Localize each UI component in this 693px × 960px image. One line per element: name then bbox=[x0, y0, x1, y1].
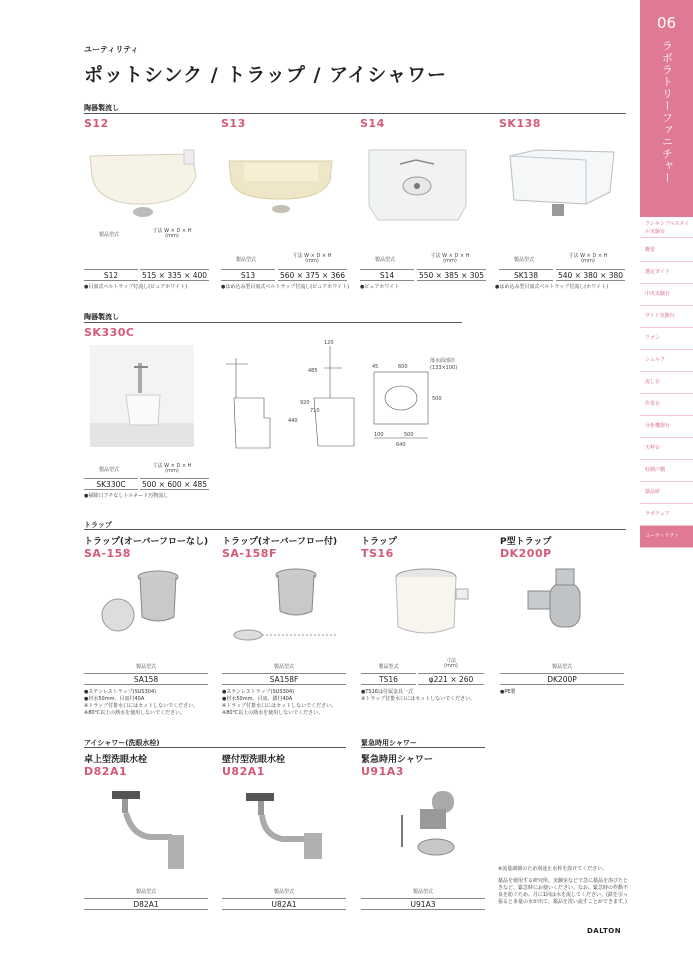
sidebar-item-utility[interactable]: ユーティリティ bbox=[640, 526, 693, 548]
sidebar-item-wagon[interactable]: ワゴン bbox=[640, 328, 693, 350]
model-cell: SA158F bbox=[222, 673, 346, 685]
dim-500-bottom: 500 bbox=[404, 432, 414, 438]
sidebar bbox=[640, 0, 693, 960]
section-divider bbox=[84, 322, 462, 323]
chapter-number: 06 bbox=[656, 14, 677, 32]
model-cell: S12 bbox=[84, 269, 138, 281]
faucet-d82a1-image bbox=[102, 785, 202, 880]
dim-header: 寸法 W × D × H bbox=[292, 253, 332, 259]
product-code: SK330C bbox=[84, 326, 135, 339]
model-header: 製品型式 bbox=[513, 257, 534, 263]
product-name: P型トラップ bbox=[500, 537, 552, 547]
chapter-band bbox=[640, 0, 693, 217]
model-cell: SK138 bbox=[499, 269, 553, 281]
product-name: トラップ(オーバーフローなし) bbox=[84, 537, 209, 547]
product-name: 緊急時用シャワー bbox=[361, 755, 433, 765]
sidebar-item-cabinet[interactable]: 収納戸棚 bbox=[640, 460, 693, 482]
section-label-emergency: 緊急時用シャワー bbox=[361, 739, 417, 747]
section-divider bbox=[361, 747, 485, 748]
product-code: U82A1 bbox=[222, 765, 265, 778]
model-header: 製品型式 bbox=[551, 664, 572, 670]
trap-ts16-image bbox=[380, 563, 472, 643]
model-cell: S13 bbox=[221, 269, 275, 281]
product-notes: ●TS16は付属金具一式 ※トラップ付排水口にはセットしないでください。 bbox=[361, 689, 476, 702]
sidebar-item-center-bench[interactable]: 中央実験台 bbox=[640, 284, 693, 306]
dim-640: 640 bbox=[396, 442, 406, 448]
dim-500-side: 500 bbox=[432, 396, 442, 402]
dims-cell: 515 × 335 × 400 bbox=[141, 271, 208, 280]
dim-600: 600 bbox=[398, 364, 408, 370]
shower-u91a3-image bbox=[392, 785, 472, 865]
chapter-title: ラボラトリーファニチャー bbox=[660, 40, 674, 184]
dim-unit: (mm) bbox=[444, 663, 458, 669]
product-note: ●はめ込み型目皿式ベルトラップ付流し(ピュアホワイト) bbox=[221, 284, 350, 290]
dim-header: 寸法 bbox=[445, 658, 456, 664]
product-code: DK200P bbox=[500, 547, 552, 560]
sk330c-photo bbox=[90, 345, 194, 447]
model-cell: SK330C bbox=[84, 478, 138, 490]
product-notes: ●ステンレストラップ(SUS304) ●材水50mm、目皿付40A ※トラップ付排水口にはセットしないでください。 ※80℃以上の熱水を使用しないでください。 bbox=[84, 689, 199, 716]
sink-s13-image bbox=[226, 153, 336, 223]
model-header: 製品型式 bbox=[98, 232, 119, 238]
dim-120: 120 bbox=[324, 340, 334, 346]
dims-cell: 540 × 380 × 380 bbox=[557, 271, 624, 280]
page-title: ポットシンク / トラップ / アイシャワー bbox=[84, 64, 448, 86]
dim-unit: (mm) bbox=[165, 468, 179, 474]
dim-920: 920 bbox=[300, 400, 310, 406]
section-divider bbox=[84, 747, 346, 748]
sidebar-item-balance[interactable]: 天秤台 bbox=[640, 438, 693, 460]
model-cell: TS16 bbox=[361, 673, 416, 685]
sidebar-item-chair[interactable]: ラボチェア bbox=[640, 504, 693, 526]
sidebar-item-sink[interactable]: 流し台 bbox=[640, 372, 693, 394]
dims-cell: 560 × 375 × 366 bbox=[279, 271, 346, 280]
sidebar-item-chemical[interactable]: 薬品庫 bbox=[640, 482, 693, 504]
model-header: 製品型式 bbox=[135, 664, 156, 670]
section-label-ceramic-2: 陶器製流し bbox=[84, 313, 119, 321]
dims-cell: 550 × 385 × 305 bbox=[418, 271, 485, 280]
sink-s12-image bbox=[88, 146, 198, 221]
sidebar-item-guide[interactable]: 選定ガイド bbox=[640, 262, 693, 284]
model-header: 製品型式 bbox=[235, 257, 256, 263]
dim-710: 710 bbox=[310, 408, 320, 414]
model-header: 製品型式 bbox=[378, 664, 399, 670]
section-label-trap: トラップ bbox=[84, 521, 112, 529]
model-cell: D82A1 bbox=[84, 898, 208, 910]
product-note: ●ピュアホワイト bbox=[360, 284, 400, 290]
section-divider bbox=[84, 113, 626, 114]
model-cell: SA158 bbox=[84, 673, 208, 685]
product-code: S12 bbox=[84, 117, 109, 130]
sidebar-item-shelf[interactable]: シェルフ bbox=[640, 350, 693, 372]
dim-header: 寸法 W × D × H bbox=[568, 253, 608, 259]
dim-unit: (mm) bbox=[443, 258, 457, 264]
model-header: 製品型式 bbox=[374, 257, 395, 263]
sidebar-item-analyzer[interactable]: 分析機器台 bbox=[640, 416, 693, 438]
faucet-u82a1-image bbox=[236, 785, 336, 880]
model-cell: U91A3 bbox=[361, 898, 485, 910]
model-header: 製品型式 bbox=[98, 467, 119, 473]
sidebar-item-flexible[interactable]: フレキシブルスタイル実験台 bbox=[640, 218, 693, 238]
sk330c-technical-drawing bbox=[214, 338, 458, 456]
section-label-eyeshower: アイシャワー(洗眼水栓) bbox=[84, 739, 160, 747]
section-label-ceramic: 陶器製流し bbox=[84, 104, 119, 112]
dim-485: 485 bbox=[308, 368, 318, 374]
product-code: TS16 bbox=[361, 547, 394, 560]
trap-sa158-image bbox=[98, 563, 188, 638]
product-name: トラップ(オーバーフロー付) bbox=[222, 537, 338, 547]
waterbox-size: (133×100) bbox=[430, 365, 458, 371]
model-header: 製品型式 bbox=[135, 889, 156, 895]
product-code: S13 bbox=[221, 117, 246, 130]
dim-100: 100 bbox=[374, 432, 384, 438]
dim-unit: (mm) bbox=[165, 233, 179, 239]
section-divider bbox=[84, 529, 626, 530]
brand-logo: DALTON bbox=[587, 927, 622, 935]
product-note: ●はめ込み型目皿式ベルトラップ付流し(ホワイト) bbox=[495, 284, 609, 290]
model-cell: S14 bbox=[360, 269, 414, 281]
product-notes: ●PE製 bbox=[500, 689, 516, 695]
product-name: 壁付型洗眼水栓 bbox=[222, 755, 286, 765]
dim-header: 寸法 W × D × H bbox=[152, 228, 192, 234]
waterbox-label: 落水面部径 bbox=[430, 358, 456, 364]
dim-header: 寸法 W × D × H bbox=[430, 253, 470, 259]
product-code: SA-158 bbox=[84, 547, 131, 560]
sink-sk138-image bbox=[506, 148, 616, 223]
trap-dk200p-image bbox=[520, 563, 612, 643]
product-code: SK138 bbox=[499, 117, 541, 130]
sidebar-item-workbench[interactable]: 作業台 bbox=[640, 394, 693, 416]
product-name: トラップ bbox=[361, 537, 397, 547]
model-cell: U82A1 bbox=[222, 898, 346, 910]
model-header: 製品型式 bbox=[273, 664, 294, 670]
dim-unit: (mm) bbox=[581, 258, 595, 264]
product-name: 卓上型洗眼水栓 bbox=[84, 755, 148, 765]
product-code: U91A3 bbox=[361, 765, 404, 778]
shower-note-2: 薬品を使用する研究所、実験室などで急に薬品を浴びたときなど、緊急時にお使いください。なお、緊急時の作動不良を防ぐため、月に1回は水を流してください。(鉄を引っ張ると多量の水が出て、薬品を洗い流すことができます。) bbox=[498, 878, 629, 905]
category-label: ユーティリティ bbox=[84, 45, 139, 54]
product-code: S14 bbox=[360, 117, 385, 130]
product-note: ●掃除口フチなしトルネード汚物流し bbox=[84, 493, 169, 499]
model-header: 製品型式 bbox=[412, 889, 433, 895]
product-code: SA-158F bbox=[222, 547, 277, 560]
model-cell: DK200P bbox=[500, 673, 624, 685]
dim-unit: (mm) bbox=[305, 258, 319, 264]
trap-sa158f-image bbox=[232, 563, 342, 643]
dim-header: 寸法 W × D × H bbox=[152, 463, 192, 469]
sidebar-item-overview[interactable]: 概要 bbox=[640, 240, 693, 262]
shower-note-1: ※流量調節のため別途止水栓を設けてください。 bbox=[498, 866, 608, 872]
sidebar-item-side-bench[interactable]: サイド実験台 bbox=[640, 306, 693, 328]
model-header: 製品型式 bbox=[273, 889, 294, 895]
product-notes: ●ステンレストラップ(SUS304) ●材水50mm、目皿、鎖付40A ※トラップ付排水口にはセットしないでください。 ※80℃以上の熱水を使用しないでください。 bbox=[222, 689, 337, 716]
sink-s14-image bbox=[366, 146, 470, 226]
product-code: D82A1 bbox=[84, 765, 128, 778]
product-note: ●目皿式ベルトラップ付流し(ピュアホワイト) bbox=[84, 284, 188, 290]
dims-cell: 500 × 600 × 485 bbox=[141, 480, 208, 489]
dim-45: 45 bbox=[372, 364, 379, 370]
dims-cell: φ221 × 260 bbox=[418, 673, 484, 685]
dim-440: 440 bbox=[288, 418, 298, 424]
